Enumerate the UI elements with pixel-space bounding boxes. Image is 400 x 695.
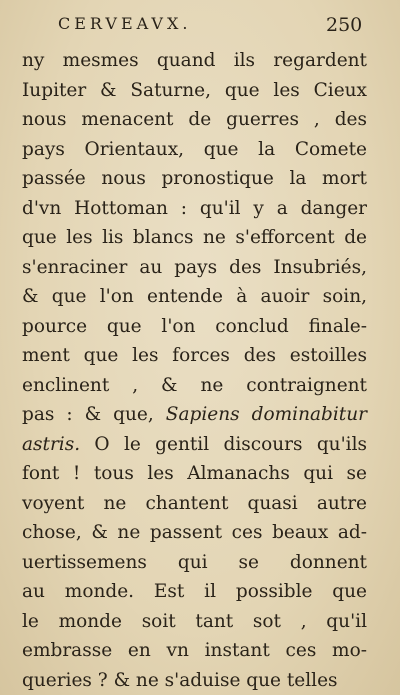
text-line: le monde soit tant sot , qu'il	[22, 610, 367, 632]
text-line: nous menacent de guerres , des	[22, 109, 367, 130]
text-line: enclinent , & ne contraignent	[22, 374, 367, 396]
text-line: Iupiter & Saturne, que les Cieux	[22, 79, 367, 101]
text-line: ment que les forces des estoilles	[22, 345, 367, 366]
text-line: passée nous pronostique la mort	[22, 168, 367, 189]
text-line: au monde. Est il possible que	[22, 581, 367, 602]
page-header	[0, 6, 400, 40]
text-line: astris. O le gentil discours qu'ils	[22, 433, 367, 455]
text-line: que les lis blancs ne s'efforcent de	[22, 227, 367, 248]
running-head: CERVEAVX.	[58, 14, 192, 33]
page-number: 250	[326, 14, 363, 36]
text-line: pays Orientaux, que la Comete	[22, 138, 367, 160]
text-line: chose, & ne passent ces beaux ad-	[22, 522, 367, 543]
text-line: embrasse en vn instant ces mo-	[22, 640, 367, 661]
text-line: queries ? & ne s'aduise que telles	[22, 669, 338, 691]
text-line: d'vn Hottoman : qu'il y a danger	[22, 197, 367, 219]
text-line: font ! tous les Almanachs qui se	[22, 463, 367, 484]
text-line: pas : & que, Sapiens dominabitur	[22, 404, 367, 425]
body-text	[22, 46, 367, 695]
text-line: ny mesmes quand ils regardent	[22, 50, 367, 71]
text-line: pource que l'on conclud finale-	[22, 315, 367, 337]
text-line: voyent ne chantent quasi autre	[22, 492, 367, 514]
latin-quote: astris.	[22, 433, 81, 455]
text-line: s'enraciner au pays des Insubriés,	[22, 256, 367, 278]
text-line: uertissemens qui se donnent	[22, 551, 367, 573]
text-line: & que l'on entende à auoir soin,	[22, 286, 367, 307]
latin-quote: Sapiens dominabitur	[165, 404, 367, 425]
